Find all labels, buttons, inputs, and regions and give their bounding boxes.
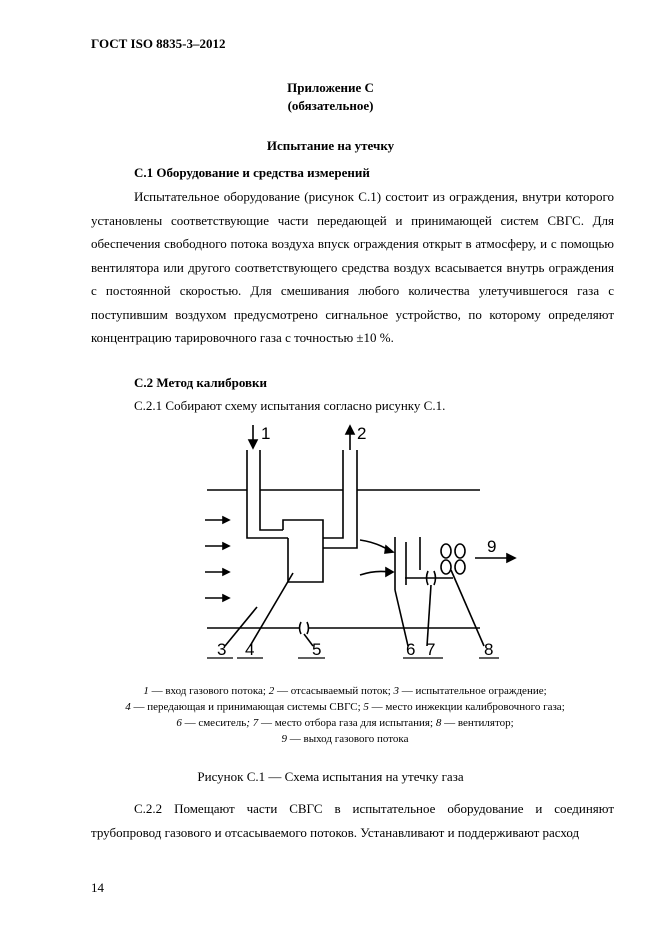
annex-status: (обязательное) [287, 98, 374, 113]
leader-4 [250, 573, 293, 646]
figure-label-3: 3 [217, 640, 227, 659]
figure-label-2: 2 [357, 424, 367, 443]
arrow-suction-head [346, 426, 354, 434]
leader-7 [427, 585, 431, 646]
suction-pipe-inner [323, 450, 343, 538]
inlet-pipe-outer [247, 450, 288, 538]
figure-label-7: 7 [426, 640, 436, 659]
figure-label-6: 6 [406, 640, 416, 659]
airflow-head-lower [386, 568, 393, 576]
air-arrow-1 [223, 517, 229, 523]
annex-title: Приложение С [287, 80, 374, 95]
figure-label-9: 9 [487, 537, 497, 556]
air-arrow-2 [223, 543, 229, 549]
figure-label-4: 4 [245, 640, 255, 659]
svgs-device [283, 520, 323, 582]
document-header: ГОСТ ISO 8835-3–2012 [91, 36, 226, 51]
paragraph-c1: Испытательное оборудование (рисунок С.1) состоит из ограждения, внутри которого установлены соответствующие части передающей и принимающей систем СВГС. Для обеспечения свободного потока воздуха впуск ограждения открыт в атмосферу, и с помощью вентилятора или другого соответствующего средства воздух всасывается внутрь ограждения с постоянной скоростью. Для смешивания любого количества улетучившегося газа с поступившим воздухом предусмотрено сигнальное устройство, по которому определяют концентрацию тарировочного газа с точностью ±10 %. [91, 189, 614, 345]
fan-8 [441, 544, 465, 574]
arrow-outlet-head [507, 554, 515, 562]
section-title: Испытание на утечку [266, 138, 395, 153]
leader-8 [451, 570, 484, 646]
paragraph-c21: С.2.1 Собирают схему испытания согласно рисунку С.1. [134, 398, 446, 413]
page-number: 14 [91, 880, 104, 895]
air-arrow-4 [223, 595, 229, 601]
leader-6 [395, 590, 408, 646]
air-arrow-3 [223, 569, 229, 575]
heading-c1: С.1 Оборудование и средства измерений [134, 165, 370, 180]
suction-pipe-outer [323, 450, 357, 548]
figure-label-1: 1 [261, 424, 271, 443]
injection-point-5 [300, 622, 309, 634]
airflow-curve-lower [360, 571, 389, 575]
airflow-head-upper [385, 546, 393, 553]
arrow-inlet-head [249, 440, 257, 448]
paragraph-c22: С.2.2 Помещают части СВГС в испытательное оборудование и соединяют трубопровод газового и отсасываемого потоков. Устанавливают и поддерживают расход [91, 801, 614, 840]
figure-label-5: 5 [312, 640, 322, 659]
airflow-curve-upper [360, 540, 389, 550]
figure-legend: 1 — вход газового потока; 2 — отсасываемый поток; 3 — испытательное ограждение; 4 — передающая и принимающая системы СВГС; 5 — место инжекции калибровочного газа; 6 — смеситель; 7 — место отбора газа для испытания; 8 — вентилятор; 9 — выход газового потока [125, 685, 565, 745]
figure-label-8: 8 [484, 640, 494, 659]
leak-test-diagram [195, 420, 535, 665]
heading-c2: С.2 Метод калибровки [134, 375, 268, 390]
figure-title: Рисунок С.1 — Схема испытания на утечку газа [197, 769, 464, 784]
